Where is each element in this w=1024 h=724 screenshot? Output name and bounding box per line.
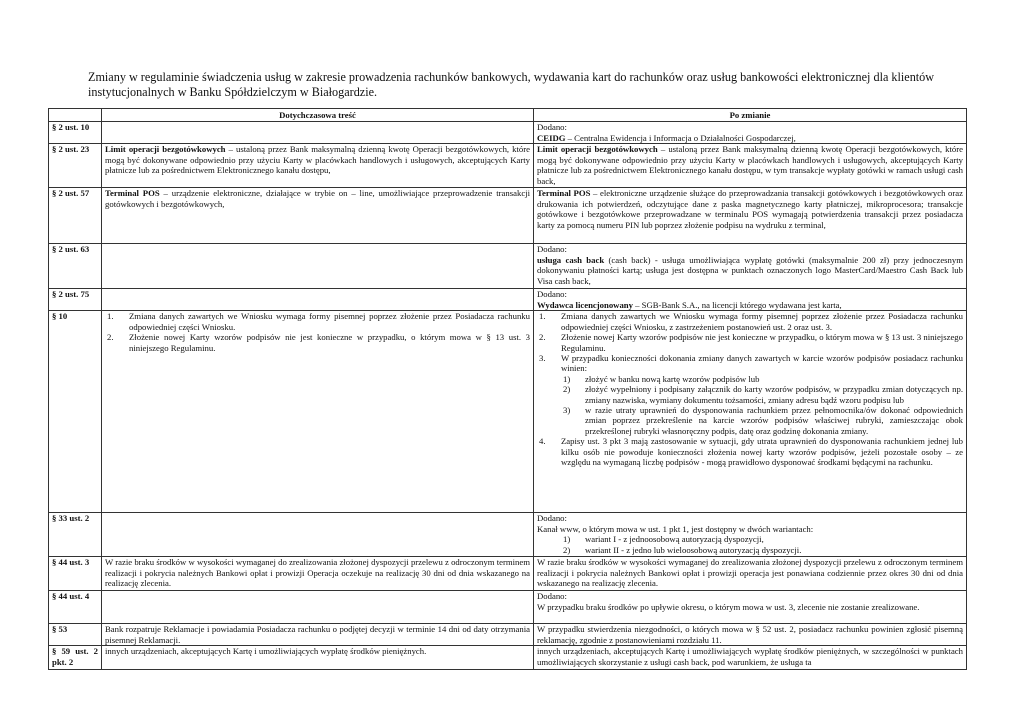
old-text: [102, 513, 534, 557]
old-text: [102, 311, 534, 513]
table-row: [49, 244, 967, 289]
old-text: [102, 122, 534, 144]
item-text: Zmiana danych zawartych we Wniosku wymaga formy pisemnej poprzez złożenie przez Posiadacza rachunku odpowiedniej części Wniosku, z zastrzeżeniem postanowień ust. 2 oraz ust. 3.: [561, 311, 963, 332]
paragraph: W przypadku braku środków po upływie okresu, o którym mowa w ust. 3, zlecenie nie zostanie zrealizowane.: [537, 601, 920, 612]
term: Terminal POS: [105, 188, 160, 199]
term: Terminal POS: [537, 188, 591, 199]
row-section: § 59 ust. 2 pkt. 2: [49, 646, 102, 670]
item-number: 1): [563, 534, 571, 545]
table-row: [49, 624, 967, 646]
table-row: [49, 122, 967, 144]
table-row: [49, 311, 967, 513]
list-item: [537, 353, 963, 374]
item-text: wariant II - z jedno lub wieloosobową autoryzacją dyspozycji.: [585, 544, 802, 555]
item-text: Złożenie nowej Karty wzorów podpisów nie jest konieczne w przypadku, o którym mowa w § 13 ust. 3 niniejszego Regulaminu.: [561, 332, 963, 353]
old-text: [102, 144, 534, 188]
added-label: Dodano:: [537, 122, 567, 133]
item-text: W przypadku konieczności dokonania zmiany danych zawartych w karcie wzorów podpisów posiadacz rachunku winien:: [561, 353, 963, 374]
row-section: § 2 ust. 57: [49, 188, 102, 244]
old-text: [102, 289, 534, 311]
table-row: [49, 591, 967, 624]
item-number: 2): [563, 544, 571, 555]
list-item: [537, 311, 963, 332]
old-text: Bank rozpatruje Reklamacje i powiadamia Posiadacza rachunku o podjętej decyzji w terminie 14 dni od daty otrzymania pisemnej Reklamacji.: [102, 624, 534, 646]
sub-item: [537, 374, 963, 384]
term: CEIDG: [537, 132, 566, 143]
new-text: [534, 188, 967, 244]
item-text: wariant I - z jednoosobową autoryzacją dyspozycji,: [585, 534, 764, 545]
item-number: 3.: [539, 353, 546, 364]
definition: [537, 255, 963, 286]
old-text: [102, 591, 534, 624]
new-text: [534, 311, 967, 513]
item-number: 2.: [539, 332, 546, 343]
added-label: Dodano:: [537, 289, 567, 300]
sub-item: [537, 534, 963, 544]
item-text: Zmiana danych zawartych we Wniosku wymaga formy pisemnej poprzez złożenie przez Posiadacza rachunku odpowiedniej części Wniosku.: [129, 311, 530, 332]
item-number: 2.: [107, 332, 114, 343]
term-desc: – ustaloną przez Bank maksymalną dzienną kwotę Operacji bezgotówkowych, które mogą być dokonywane odpowiednio przy użyciu Karty w placówkach handlowych i usługowych, akceptujących Karty płatnicze lub za pośrednictwem Elektronicznego kanału dostępu, w tym transakcje wypłaty gotówki w ramach usługi cash back,: [537, 144, 963, 186]
item-text: Złożenie nowej Karty wzorów podpisów nie jest konieczne w przypadku, o którym mowa w § 13 ust. 3 niniejszego Regulaminu.: [129, 332, 530, 353]
term-desc: – ustaloną przez Bank maksymalną dzienną kwotę Operacji bezgotówkowych, które mogą być dokonywane odpowiednio przy użyciu Karty w placówkach handlowych i usługowych, akceptujących Karty płatnicze lub za pośrednictwem Elektronicznego kanału dostępu,: [105, 144, 531, 176]
row-section: § 33 ust. 2: [49, 513, 102, 557]
added-label: Dodano:: [537, 591, 567, 602]
document-title: Zmiany w regulaminie świadczenia usług w zakresie prowadzenia rachunków bankowych, wydawania kart do rachunków oraz usług bankowości elektronicznej dla klientów instytucjonalnych w Banku Spółdzielczym w Białogardzie.: [88, 70, 935, 99]
table-header-row: [49, 109, 967, 122]
row-section: § 44 ust. 3: [49, 557, 102, 591]
table-row: [49, 188, 967, 244]
table-row: [49, 557, 967, 591]
new-text: innych urządzeniach, akceptujących Kartę i umożliwiających wypłatę środków pieniężnych, w szczególności w punktach umożliwiających skorzystanie z usługi cash back, pod warunkiem, że usługa ta: [534, 646, 967, 670]
new-text: [534, 513, 967, 557]
item-number: 1): [563, 373, 571, 384]
row-section: § 44 ust. 4: [49, 591, 102, 624]
row-section: § 2 ust. 23: [49, 144, 102, 188]
row-section: § 2 ust. 63: [49, 244, 102, 289]
item-number: 4.: [539, 436, 546, 447]
header-new: Po zmianie: [534, 109, 967, 122]
term-desc: – elektroniczne urządzenie służące do przeprowadzania transakcji gotówkowych i bezgotówkowych oraz drukowania ich potwierdzeń, odczytujące dane z paska magnetycznego karty płatniczej, mikroprocesora; transakcje gotówkowe i bezgotówkowe przeprowadzane w terminalu POS wymagają potwierdzenia transakcji przez posiadacza karty za pomocą numeru PIN lub poprzez złożenie podpisu na wydruku z terminal,: [537, 188, 964, 230]
list-item: [105, 311, 530, 332]
list-item: [105, 332, 530, 353]
term-desc: – SGB-Bank S.A., na licencji którego wydawana jest karta,: [632, 299, 842, 310]
term-desc: – urządzenie elektroniczne, działające w trybie on – line, umożliwiające przeprowadzenie transakcji gotówkowych i bezgotówkowych,: [105, 188, 531, 209]
term-desc: (cash back) - usługa umożliwiająca wypłatę gotówki (maksymalnie 200 zł) przy jednoczesnym dokonywaniu płatności kartą; usługa jest dostępna w punktach oznaczonych logo MasterCard/Maestro Cash Back lub Visa cash back,: [537, 254, 963, 286]
term: Limit operacji bezgotówkowych: [105, 144, 226, 155]
definition: [537, 133, 963, 143]
term: usługa cash back: [537, 254, 605, 265]
added-label: Dodano:: [537, 513, 567, 524]
sub-item: [537, 405, 963, 436]
table-row: [49, 289, 967, 311]
table-row: [49, 646, 967, 670]
table-row: [49, 513, 967, 557]
new-text: [534, 591, 967, 624]
row-section: § 2 ust. 75: [49, 289, 102, 311]
definition: [537, 300, 963, 310]
list-item: [537, 436, 963, 467]
term: Wydawca licencjonowany: [537, 299, 633, 310]
old-text: [102, 188, 534, 244]
old-text: W razie braku środków w wysokości wymaganej do zrealizowania złożonej dyspozycji przelewu z odroczonym terminem realizacji i pokrycia należnych Bankowi opłat i prowizji Operacja oczekuje na realizację 30 dni od dnia wskazanego na realizację zlecenia.: [102, 557, 534, 591]
added-label: Dodano:: [537, 244, 567, 255]
item-number: 2): [563, 384, 571, 395]
row-section: § 10: [49, 311, 102, 513]
list-item: [537, 332, 963, 353]
table-row: [49, 144, 967, 188]
term: Limit operacji bezgotówkowych: [537, 144, 658, 155]
item-text: złożyć wypełniony i podpisany załącznik do karty wzorów podpisów, w przypadku zmian dotyczących np. zmiany nazwiska, wymiany dokumentu tożsamości, zmiany adresu bądź wzoru podpisu lub: [585, 384, 963, 405]
item-number: 1.: [539, 311, 546, 322]
sub-item: [537, 545, 963, 555]
new-text: [534, 289, 967, 311]
item-text: w razie utraty uprawnień do dysponowania rachunkiem przez pełnomocnika/ów dokonać odpowiednich zmian poprzez przekreślenie na karcie wzorów podpisów właściwej rubryki, zamieszczając obok przekreślonej rubryki własnoręczny podpis, datę oraz godzinę dokonania zmiany.: [585, 405, 963, 436]
new-text: [534, 122, 967, 144]
item-text: złożyć w banku nową kartę wzorów podpisów lub: [585, 373, 760, 384]
new-text: W przypadku stwierdzenia niezgodności, o których mowa w § 52 ust. 2, posiadacz rachunku powinien zgłosić pisemną reklamację, zgodnie z postanowieniami rozdziału 11.: [534, 624, 967, 646]
old-text: innych urządzeniach, akceptujących Kartę i umożliwiających wypłatę środków pieniężnych.: [102, 646, 534, 670]
paragraph: Kanał www, o którym mowa w ust. 1 pkt 1, jest dostępny w dwóch wariantach:: [537, 523, 814, 534]
item-number: 1.: [107, 311, 114, 322]
row-section: § 53: [49, 624, 102, 646]
item-text: Zapisy ust. 3 pkt 3 mają zastosowanie w sytuacji, gdy utrata uprawnień do dysponowania rachunkiem jednej lub kilku osób nie powoduje konieczności złożenia nowej karty wzorów podpisów, jeżeli pozostałe osoby – ze względu na wymaganą liczbę podpisów - mogą prawidłowo dysponować środkami będącymi na rachunku.: [561, 436, 963, 468]
sub-item: [537, 384, 963, 405]
changes-table: [48, 108, 967, 670]
term-desc: – Centralna Ewidencja i Informacja o Działalności Gospodarczej,: [565, 132, 796, 143]
item-number: 3): [563, 405, 571, 416]
header-section: [49, 109, 102, 122]
old-text: [102, 244, 534, 289]
row-section: § 2 ust. 10: [49, 122, 102, 144]
new-text: [534, 144, 967, 188]
new-text: [534, 244, 967, 289]
header-old: Dotychczasowa treść: [102, 109, 534, 122]
new-text: W razie braku środków w wysokości wymaganej do zrealizowania złożonej dyspozycji przelewu z odroczonym terminem realizacji i pokrycia należnych Bankowi opłat i prowizji operacja jest ponawiana codziennie przez okres 30 dni od dnia wskazanego na realizację zlecenia.: [534, 557, 967, 591]
